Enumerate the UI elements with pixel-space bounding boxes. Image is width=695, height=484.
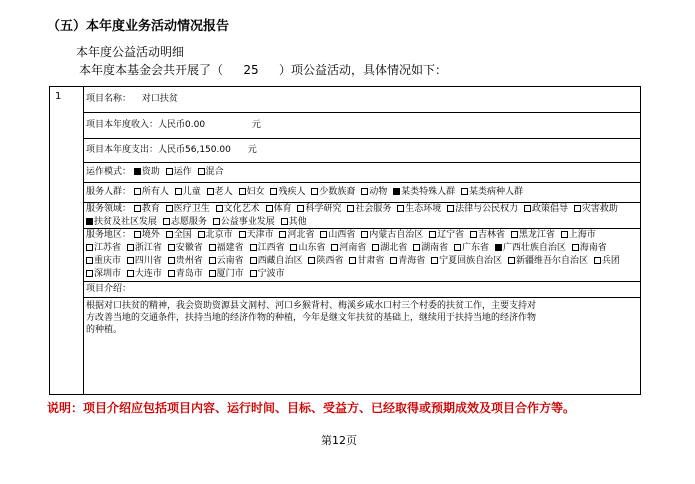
intro-line — [79, 61, 447, 78]
field-option[interactable] — [213, 217, 275, 227]
checkbox-icon[interactable] — [250, 244, 257, 251]
area-option[interactable] — [594, 256, 620, 266]
area-option[interactable] — [349, 256, 384, 266]
area-option[interactable] — [134, 230, 160, 240]
checkbox-icon[interactable] — [347, 205, 354, 212]
area-option[interactable] — [390, 256, 425, 266]
area-option-label: 兵团 — [601, 256, 620, 266]
checkbox-icon[interactable] — [168, 257, 175, 264]
income-unit: 元 — [251, 120, 261, 130]
checked-box-icon[interactable] — [495, 244, 502, 251]
field-option-label: 公益事业发展 — [220, 217, 275, 227]
checkbox-icon[interactable] — [413, 244, 420, 251]
checkbox-icon[interactable] — [454, 244, 461, 251]
area-option[interactable] — [561, 230, 596, 240]
checked-box-icon[interactable] — [393, 188, 400, 195]
intro-text — [86, 300, 638, 336]
checkbox-icon[interactable] — [198, 231, 205, 238]
mode-option[interactable] — [166, 167, 192, 177]
area-option[interactable] — [308, 256, 343, 266]
area-option[interactable] — [361, 230, 423, 240]
area-option[interactable] — [250, 256, 303, 266]
mode-option-label: 运作 — [173, 167, 192, 177]
checkbox-icon[interactable] — [470, 231, 477, 238]
area-option-label: 辽宁省 — [437, 230, 465, 240]
checkbox-icon[interactable] — [198, 168, 205, 175]
checkbox-icon[interactable] — [361, 231, 368, 238]
checkbox-icon[interactable] — [168, 270, 175, 277]
population-option-label: 动物 — [369, 187, 388, 197]
area-option-label: 山东省 — [298, 243, 326, 253]
intro-label-row — [84, 282, 640, 298]
area-option[interactable] — [86, 269, 121, 279]
population-option[interactable] — [175, 187, 201, 197]
checkbox-icon[interactable] — [349, 257, 356, 264]
population-row — [84, 183, 640, 203]
field-option-label: 体育 — [273, 204, 292, 214]
checkbox-icon[interactable] — [134, 205, 141, 212]
area-option[interactable] — [331, 243, 366, 253]
checkbox-icon[interactable] — [127, 244, 134, 251]
area-option[interactable] — [209, 243, 244, 253]
mode-option-label: 混合 — [205, 167, 224, 177]
area-option-label: 河南省 — [339, 243, 367, 253]
checkbox-icon[interactable] — [511, 231, 518, 238]
area-option[interactable] — [168, 243, 203, 253]
area-option[interactable] — [209, 256, 244, 266]
area-option-label: 新疆维吾尔自治区 — [516, 256, 589, 266]
area-option-label: 江苏省 — [94, 243, 122, 253]
area-option-label: 江西省 — [257, 243, 285, 253]
population-option[interactable] — [207, 187, 233, 197]
checkbox-icon[interactable] — [134, 231, 141, 238]
checkbox-icon[interactable] — [431, 257, 438, 264]
checkbox-icon[interactable] — [86, 257, 93, 264]
checkbox-icon[interactable] — [594, 257, 601, 264]
area-option-label: 黑龙江省 — [518, 230, 555, 240]
area-option[interactable] — [572, 243, 607, 253]
field-options — [86, 203, 638, 229]
mode-label: 运作模式： — [86, 167, 132, 177]
area-option[interactable] — [372, 243, 407, 253]
checkbox-icon[interactable] — [209, 244, 216, 251]
checkbox-icon[interactable] — [86, 270, 93, 277]
area-option-label: 内蒙古自治区 — [369, 230, 424, 240]
area-option[interactable] — [470, 230, 505, 240]
checkbox-icon[interactable] — [209, 270, 216, 277]
area-option-label: 上海市 — [568, 230, 596, 240]
checkbox-icon[interactable] — [281, 218, 288, 225]
checked-box-icon[interactable] — [134, 168, 141, 175]
subheading: 本年度公益活动明细 — [76, 45, 185, 59]
checkbox-icon[interactable] — [175, 188, 182, 195]
area-option-label: 青岛市 — [175, 269, 203, 279]
checkbox-icon[interactable] — [524, 205, 531, 212]
checkbox-icon[interactable] — [290, 244, 297, 251]
field-option-label: 政策倡导 — [532, 204, 569, 214]
checked-box-icon[interactable] — [86, 218, 93, 225]
area-option-label: 四川省 — [134, 256, 162, 266]
area-option[interactable] — [209, 269, 244, 279]
population-option[interactable] — [311, 187, 355, 197]
area-option[interactable] — [86, 256, 121, 266]
area-option[interactable] — [250, 269, 285, 279]
checkbox-icon[interactable] — [134, 188, 141, 195]
checkbox-icon[interactable] — [297, 205, 304, 212]
field-option-label: 志愿服务 — [170, 217, 207, 227]
income-row — [84, 113, 640, 139]
intro-text-row — [84, 298, 640, 394]
intro-text-line: 根据对口扶贫的精神，我会资助资源县文洞村、河口乡猴背村、梅溪乡咸水口村三个村委的扶贫工作，主要支持对 — [86, 301, 537, 311]
field-option-label: 灾害救助 — [581, 204, 618, 214]
area-option-label: 深圳市 — [94, 269, 122, 279]
area-option[interactable] — [511, 230, 555, 240]
area-row — [84, 229, 640, 282]
field-option-label: 法律与公民权力 — [455, 204, 519, 214]
population-option[interactable] — [270, 187, 305, 197]
field-option[interactable] — [216, 204, 260, 214]
population-option[interactable] — [461, 187, 523, 197]
field-option-label: 扶贫及社区发展 — [94, 217, 158, 227]
checkbox-icon[interactable] — [270, 188, 277, 195]
project-table — [49, 86, 641, 395]
checkbox-icon[interactable] — [163, 218, 170, 225]
area-option[interactable] — [429, 230, 464, 240]
checkbox-icon[interactable] — [209, 257, 216, 264]
area-option[interactable] — [413, 243, 448, 253]
mode-option[interactable] — [198, 167, 224, 177]
field-option[interactable] — [347, 204, 391, 214]
area-option-label: 陕西省 — [316, 256, 344, 266]
checkbox-icon[interactable] — [168, 244, 175, 251]
section-title: （五）本年度业务活动情况报告 — [47, 19, 230, 34]
area-option[interactable] — [239, 230, 274, 240]
page-number: 第12页 — [321, 434, 357, 447]
area-option[interactable] — [168, 256, 203, 266]
field-option-label: 文化艺术 — [223, 204, 260, 214]
area-option-label: 海南省 — [579, 243, 607, 253]
area-option-label: 浙江省 — [134, 243, 162, 253]
project-name-row — [84, 87, 640, 113]
field-option[interactable] — [447, 204, 518, 214]
area-option-label: 广西壮族自治区 — [502, 243, 566, 253]
field-option[interactable] — [166, 204, 210, 214]
area-option-label: 宁夏回族自治区 — [439, 256, 503, 266]
checkbox-icon[interactable] — [397, 205, 404, 212]
field-option[interactable] — [574, 204, 618, 214]
mode-option[interactable] — [134, 167, 160, 177]
checkbox-icon[interactable] — [166, 231, 173, 238]
area-option[interactable] — [279, 230, 314, 240]
checkbox-icon[interactable] — [166, 205, 173, 212]
population-option[interactable] — [134, 187, 169, 197]
checkbox-icon[interactable] — [508, 257, 515, 264]
checkbox-icon[interactable] — [461, 188, 468, 195]
mode-option-label: 资助 — [141, 167, 160, 177]
area-option-label: 厦门市 — [216, 269, 244, 279]
activity-count: 25 — [243, 63, 259, 77]
checkbox-icon[interactable] — [320, 231, 327, 238]
population-option-label: 老人 — [214, 187, 233, 197]
checkbox-icon[interactable] — [429, 231, 436, 238]
area-option-label: 甘肃省 — [357, 256, 385, 266]
area-option-label: 吉林省 — [478, 230, 506, 240]
area-option-label: 青海省 — [398, 256, 426, 266]
area-option[interactable] — [198, 230, 233, 240]
field-option[interactable] — [397, 204, 441, 214]
population-option[interactable] — [239, 187, 265, 197]
intro-text-line: 的种植。 — [86, 325, 123, 335]
field-label: 服务领域： — [86, 204, 132, 214]
checkbox-icon[interactable] — [331, 244, 338, 251]
row-number-column — [50, 87, 84, 394]
area-option-label: 广东省 — [462, 243, 490, 253]
checkbox-icon[interactable] — [561, 231, 568, 238]
checkbox-icon[interactable] — [372, 244, 379, 251]
checkbox-icon[interactable] — [572, 244, 579, 251]
area-option[interactable] — [431, 256, 502, 266]
field-option-label: 社会服务 — [355, 204, 392, 214]
checkbox-icon[interactable] — [266, 205, 273, 212]
checkbox-icon[interactable] — [166, 168, 173, 175]
expense-row — [84, 139, 640, 163]
checkbox-icon[interactable] — [279, 231, 286, 238]
population-option-label: 儿童 — [182, 187, 201, 197]
field-option[interactable] — [524, 204, 568, 214]
field-option[interactable] — [266, 204, 292, 214]
checkbox-icon[interactable] — [127, 257, 134, 264]
area-option[interactable] — [168, 269, 203, 279]
area-option[interactable] — [127, 256, 162, 266]
checkbox-icon[interactable] — [207, 188, 214, 195]
project-name-value: 对口扶贫 — [141, 94, 178, 104]
checkbox-icon[interactable] — [239, 188, 246, 195]
checkbox-icon[interactable] — [127, 270, 134, 277]
checkbox-icon[interactable] — [86, 244, 93, 251]
population-options — [134, 187, 526, 197]
area-option-label: 西藏自治区 — [257, 256, 303, 266]
field-option-label: 其他 — [288, 217, 307, 227]
population-option-label: 所有人 — [141, 187, 169, 197]
area-option[interactable] — [166, 230, 192, 240]
field-option-label: 科学研究 — [305, 204, 342, 214]
checkbox-icon[interactable] — [308, 257, 315, 264]
area-option[interactable] — [290, 243, 325, 253]
field-option[interactable] — [134, 204, 160, 214]
area-option-label: 宁波市 — [257, 269, 285, 279]
population-option[interactable] — [393, 187, 455, 197]
intro-prefix: 本年度本基金会共开展了（ — [79, 63, 224, 77]
area-option[interactable] — [454, 243, 489, 253]
expense-unit: 元 — [247, 145, 257, 155]
intro-text-line: 方改善当地的交通条件，扶持当地的经济作物的种植，今年是继文年扶贫的基础上，继续用于扶持当地的经济作物 — [86, 313, 537, 323]
intro-label: 项目介绍： — [86, 284, 132, 294]
checkbox-icon[interactable] — [250, 257, 257, 264]
area-option-label: 山西省 — [328, 230, 356, 240]
population-label: 服务人群： — [86, 187, 132, 197]
field-option-label: 教育 — [141, 204, 160, 214]
field-option[interactable] — [281, 217, 307, 227]
area-option[interactable] — [127, 243, 162, 253]
population-option-label: 残疾人 — [278, 187, 306, 197]
field-option[interactable] — [163, 217, 207, 227]
checkbox-icon[interactable] — [213, 218, 220, 225]
checkbox-icon[interactable] — [361, 188, 368, 195]
area-option-label: 安徽省 — [175, 243, 203, 253]
area-option-label: 全国 — [173, 230, 192, 240]
income-label: 项目本年度收入：人民币0.00 — [86, 120, 206, 130]
checkbox-icon[interactable] — [216, 205, 223, 212]
population-option-label: 少数族裔 — [319, 187, 356, 197]
expense-label: 项目本年度支出：人民币56,150.00 — [86, 145, 231, 155]
area-option[interactable] — [86, 243, 121, 253]
area-option-label: 湖北省 — [380, 243, 408, 253]
checkbox-icon[interactable] — [250, 270, 257, 277]
population-option-label: 某类病种人群 — [469, 187, 524, 197]
field-option[interactable] — [297, 204, 341, 214]
field-option-label: 医疗卫生 — [173, 204, 210, 214]
area-option-label: 大连市 — [134, 269, 162, 279]
area-option-label: 云南省 — [216, 256, 244, 266]
note-text: 说明：项目介绍应包括项目内容、运行时间、目标、受益方、已经取得或预期成效及项目合作方等。 — [47, 401, 576, 415]
area-option[interactable] — [127, 269, 162, 279]
mode-row — [84, 163, 640, 183]
area-option[interactable] — [508, 256, 588, 266]
population-option-label: 妇女 — [246, 187, 265, 197]
intro-suffix: ）项公益活动，具体情况如下： — [279, 63, 448, 77]
mode-options — [134, 167, 227, 177]
area-option-label: 贵州省 — [175, 256, 203, 266]
population-option-label: 某类特殊人群 — [401, 187, 456, 197]
field-row — [84, 203, 640, 229]
area-option-label: 重庆市 — [94, 256, 122, 266]
area-label: 服务地区： — [86, 230, 132, 240]
checkbox-icon[interactable] — [574, 205, 581, 212]
area-option-label: 福建省 — [216, 243, 244, 253]
area-option[interactable] — [250, 243, 285, 253]
area-option-label: 境外 — [141, 230, 160, 240]
checkbox-icon[interactable] — [239, 231, 246, 238]
population-option[interactable] — [361, 187, 387, 197]
project-name-label: 项目名称： — [86, 94, 132, 104]
area-option-label: 湖南省 — [421, 243, 449, 253]
field-option[interactable] — [86, 217, 157, 227]
area-option[interactable] — [495, 243, 566, 253]
area-options — [86, 229, 638, 281]
checkbox-icon[interactable] — [311, 188, 318, 195]
area-option-label: 河北省 — [287, 230, 315, 240]
row-number: 1 — [55, 91, 62, 102]
area-option-label: 天津市 — [246, 230, 274, 240]
area-option[interactable] — [320, 230, 355, 240]
field-option-label: 生态环境 — [405, 204, 442, 214]
area-option-label: 北京市 — [205, 230, 233, 240]
checkbox-icon[interactable] — [390, 257, 397, 264]
checkbox-icon[interactable] — [447, 205, 454, 212]
